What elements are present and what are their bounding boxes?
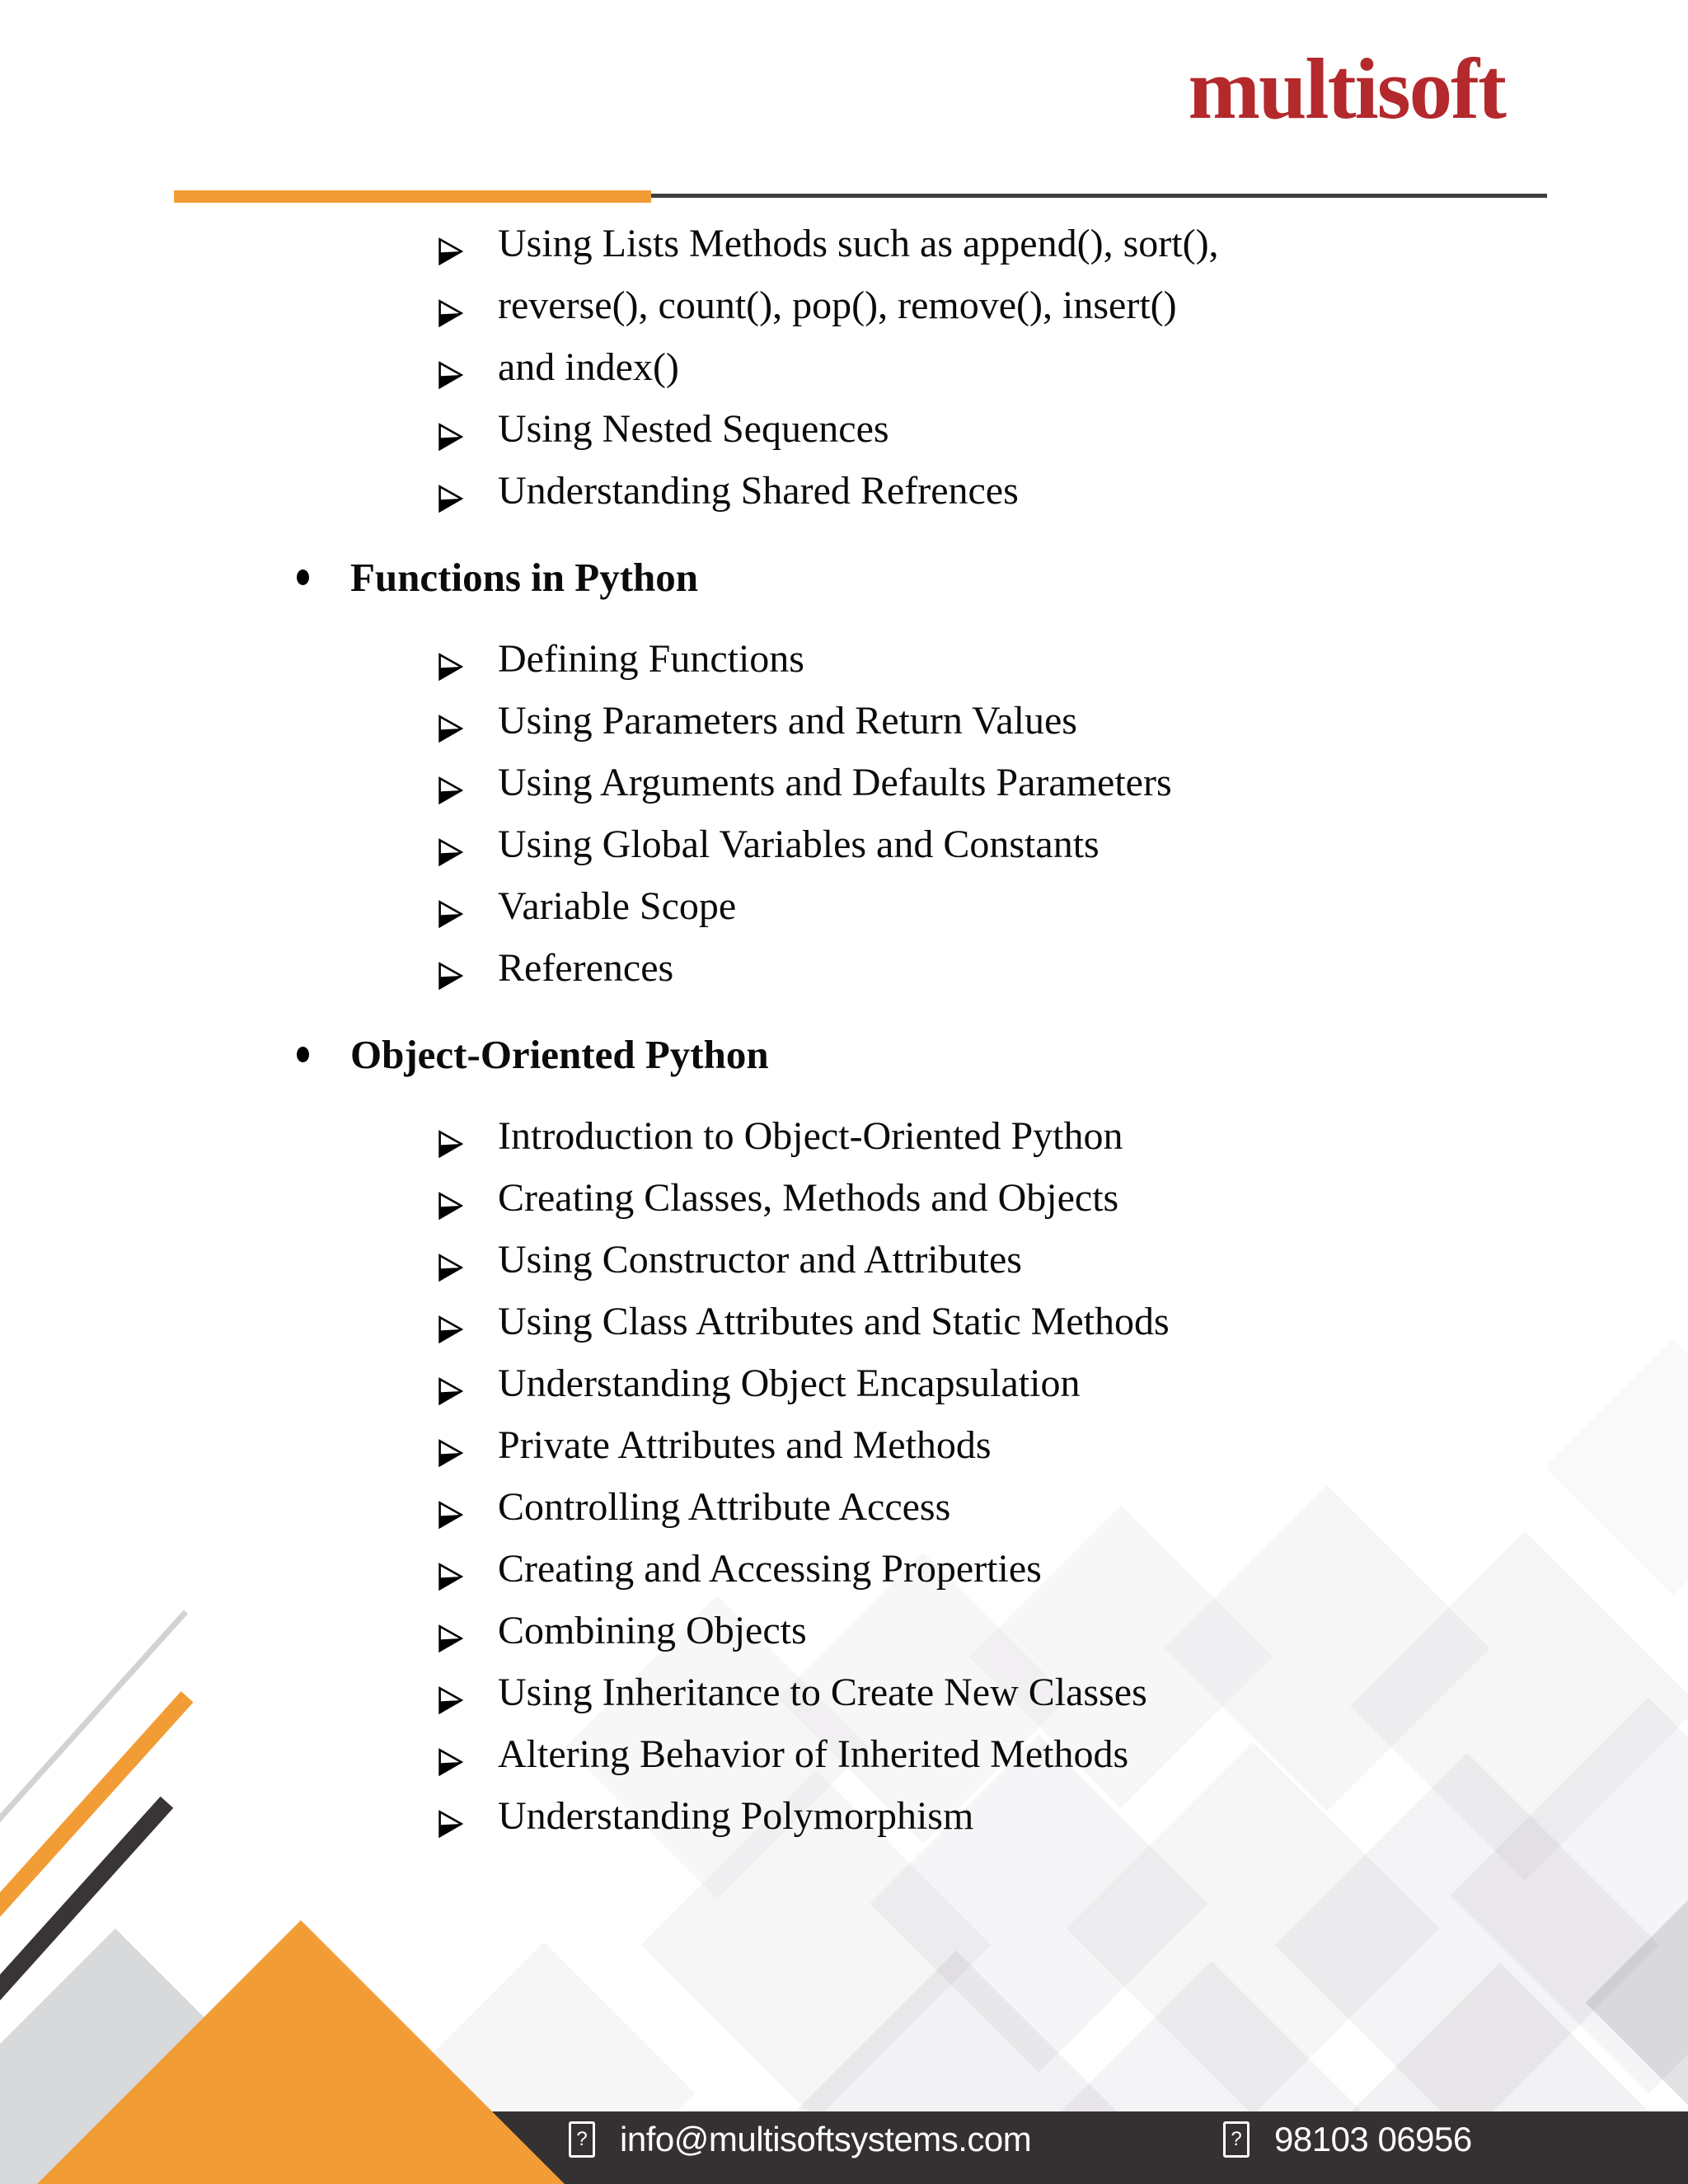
list-item xyxy=(0,274,1688,336)
list-item-label: Using Constructor and Attributes xyxy=(498,1238,1022,1282)
list-item xyxy=(0,628,1688,690)
list-item xyxy=(0,1538,1688,1600)
list-item-label: Understanding Polymorphism xyxy=(498,1794,974,1838)
arrow-bullet-icon xyxy=(437,893,465,921)
brand-logo: multisoft xyxy=(1188,40,1505,137)
list-item xyxy=(0,1476,1688,1538)
list-item-label: Using Arguments and Defaults Parameters xyxy=(498,761,1172,804)
list-item xyxy=(0,813,1688,875)
arrow-bullet-icon xyxy=(437,292,465,320)
arrow-bullet-icon xyxy=(437,1122,465,1151)
list-item-label: and index() xyxy=(498,345,679,389)
list-item-label: Using Inheritance to Create New Classes xyxy=(498,1671,1147,1714)
list-item xyxy=(0,1785,1688,1847)
list-item xyxy=(0,398,1688,460)
list-item-label: Private Attributes and Methods xyxy=(498,1423,992,1467)
section-heading xyxy=(0,546,1688,608)
list-item-label: Using Lists Methods such as append(), sort(), xyxy=(498,222,1219,265)
arrow-bullet-icon xyxy=(437,1184,465,1212)
arrow-bullet-icon xyxy=(437,645,465,673)
list-item xyxy=(0,1229,1688,1291)
arrow-bullet-icon xyxy=(437,1493,465,1521)
arrow-bullet-icon xyxy=(437,230,465,258)
list-item-label: Creating Classes, Methods and Objects xyxy=(498,1176,1119,1220)
arrow-bullet-icon xyxy=(437,769,465,797)
dot-bullet-icon xyxy=(297,1047,309,1062)
footer-email xyxy=(569,2118,1031,2161)
list-item-label: References xyxy=(498,946,674,990)
list-item-label: reverse(), count(), pop(), remove(), insert() xyxy=(498,284,1177,327)
arrow-bullet-icon xyxy=(437,1370,465,1398)
list-item xyxy=(0,690,1688,752)
email-icon: ? xyxy=(569,2121,595,2158)
list-item-label: Introduction to Object-Oriented Python xyxy=(498,1114,1123,1158)
arrow-bullet-icon xyxy=(437,1617,465,1645)
arrow-bullet-icon xyxy=(437,1432,465,1460)
list-item xyxy=(0,875,1688,937)
list-item xyxy=(0,1105,1688,1167)
list-item xyxy=(0,460,1688,522)
arrow-bullet-icon xyxy=(437,831,465,859)
heading-label: Functions in Python xyxy=(350,555,699,600)
list-item-label: Defining Functions xyxy=(498,637,804,681)
list-item xyxy=(0,1661,1688,1723)
arrow-bullet-icon xyxy=(437,1308,465,1336)
section-heading xyxy=(0,1024,1688,1085)
arrow-bullet-icon xyxy=(437,954,465,982)
arrow-bullet-icon xyxy=(437,1246,465,1274)
arrow-bullet-icon xyxy=(437,354,465,382)
divider-accent-bar xyxy=(174,190,651,203)
list-item-label: Understanding Shared Refrences xyxy=(498,469,1019,513)
arrow-bullet-icon xyxy=(437,707,465,735)
footer-phone xyxy=(1223,2118,1472,2161)
list-item xyxy=(0,213,1688,274)
list-item-label: Using Class Attributes and Static Methods xyxy=(498,1300,1170,1343)
list-item xyxy=(0,752,1688,813)
list-item-label: Using Global Variables and Constants xyxy=(498,823,1100,866)
arrow-bullet-icon xyxy=(437,1679,465,1707)
dot-bullet-icon xyxy=(297,569,309,585)
list-item xyxy=(0,1167,1688,1229)
list-item xyxy=(0,1352,1688,1414)
list-item xyxy=(0,336,1688,398)
email-text: info@multisoftsystems.com xyxy=(620,2120,1032,2158)
list-item-label: Combining Objects xyxy=(498,1609,807,1652)
list-item xyxy=(0,1414,1688,1476)
course-outline-list xyxy=(0,213,1688,1847)
heading-label: Object-Oriented Python xyxy=(350,1032,769,1077)
arrow-bullet-icon xyxy=(437,1555,465,1583)
arrow-bullet-icon xyxy=(437,415,465,443)
list-item xyxy=(0,937,1688,999)
list-item xyxy=(0,1291,1688,1352)
list-item-label: Understanding Object Encapsulation xyxy=(498,1361,1081,1405)
arrow-bullet-icon xyxy=(437,1802,465,1830)
arrow-bullet-icon xyxy=(437,1741,465,1769)
divider-line xyxy=(651,194,1547,198)
phone-icon: ? xyxy=(1223,2121,1250,2158)
list-item-label: Using Nested Sequences xyxy=(498,407,889,451)
list-item-label: Altering Behavior of Inherited Methods xyxy=(498,1732,1129,1776)
phone-text: 98103 06956 xyxy=(1274,2120,1472,2158)
list-item-label: Using Parameters and Return Values xyxy=(498,699,1077,743)
list-item-label: Controlling Attribute Access xyxy=(498,1485,951,1529)
arrow-bullet-icon xyxy=(437,477,465,505)
list-item-label: Variable Scope xyxy=(498,884,737,928)
list-item-label: Creating and Accessing Properties xyxy=(498,1547,1042,1591)
decor-triangle-orange xyxy=(16,1920,585,2184)
list-item xyxy=(0,1723,1688,1785)
list-item xyxy=(0,1600,1688,1661)
